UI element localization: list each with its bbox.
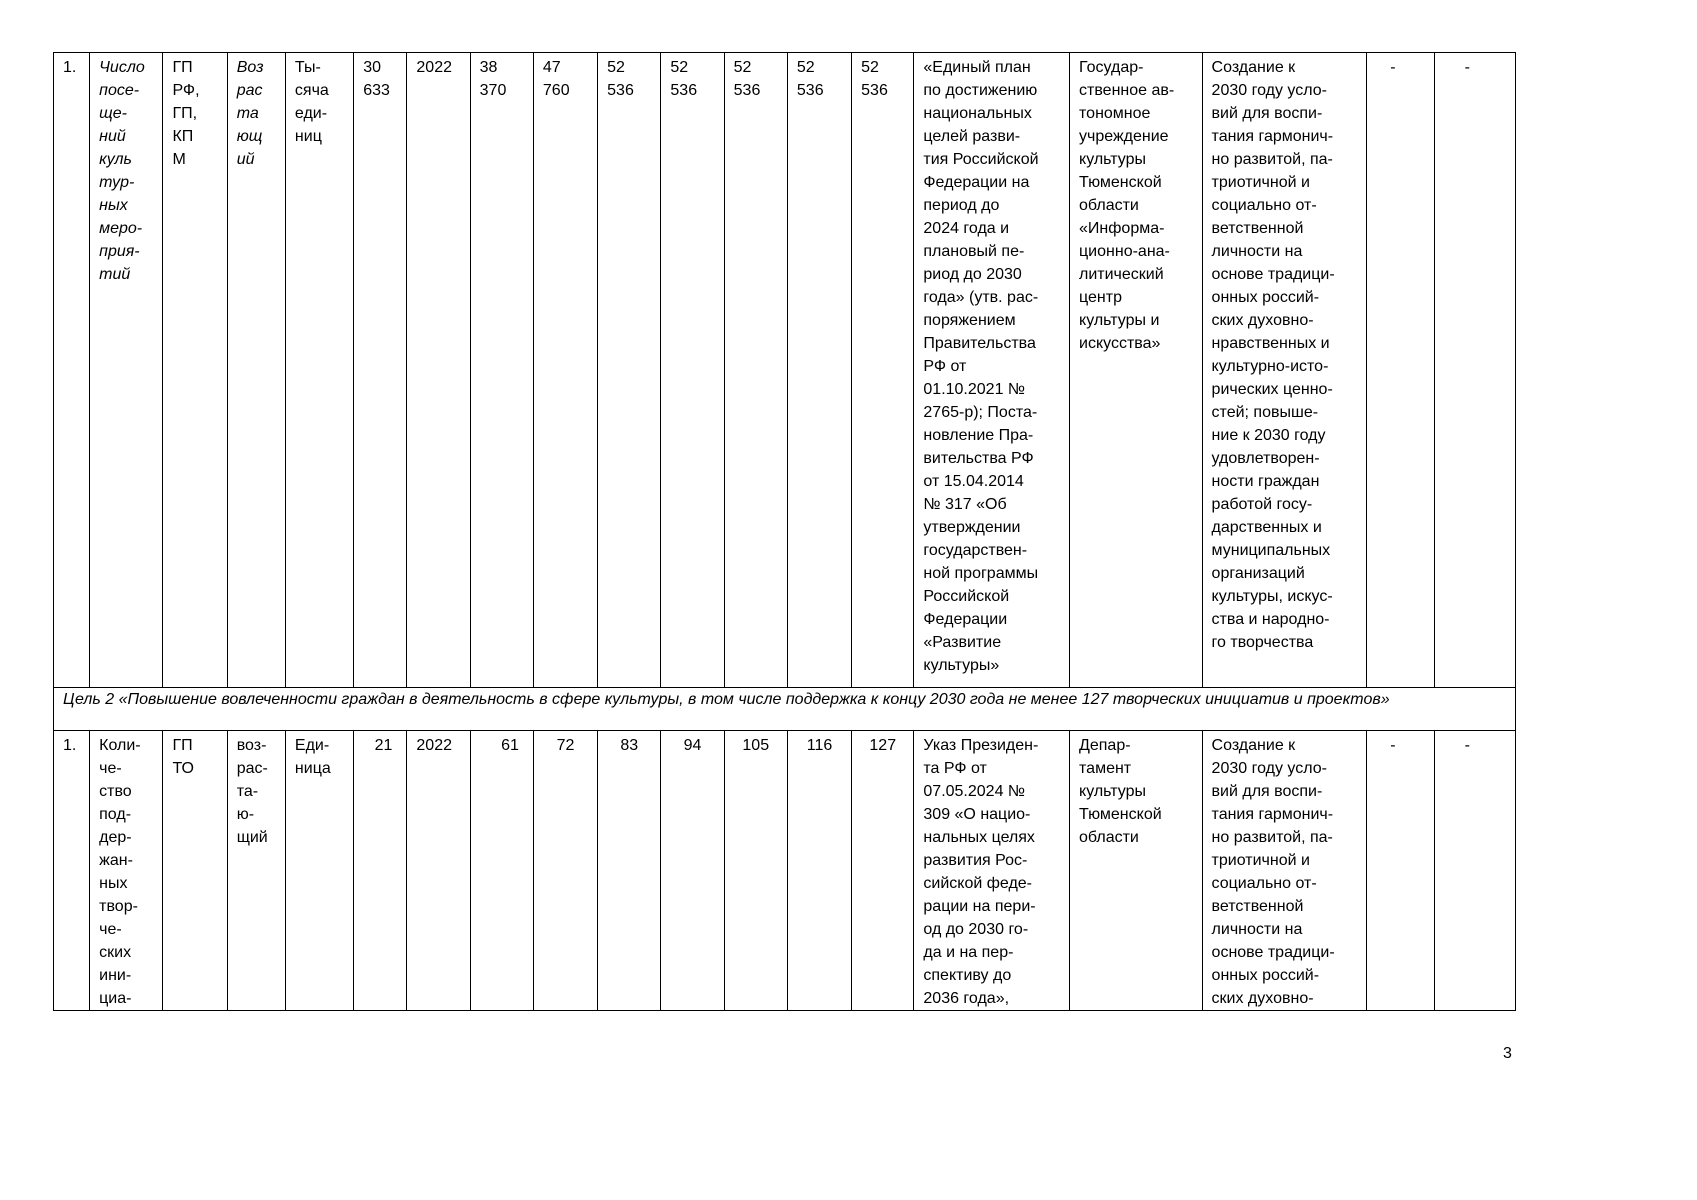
page-number: 3: [1503, 1045, 1512, 1062]
indicator-level: ГП ТО: [163, 731, 227, 1011]
dash-cell: -: [1435, 731, 1516, 1011]
value-cell: 94: [661, 731, 724, 1011]
indicator-level: ГП РФ, ГП, КП М: [163, 53, 227, 688]
indicator-name: Коли- че- ство под- дер- жан- ных твор- че- ских ини- циа-: [90, 731, 163, 1011]
value-cell: 38 370: [470, 53, 533, 688]
row-number: 1.: [54, 53, 90, 688]
dash-cell: -: [1367, 731, 1435, 1011]
responsible-body: Государ- ственное ав- тономное учреждение культуры Тюменской области «Информа- ционно-ана- литический центр культуры и искусства»: [1070, 53, 1203, 688]
dash-cell: -: [1367, 53, 1435, 688]
value-cell: 52 536: [661, 53, 724, 688]
value-cell: 105: [724, 731, 787, 1011]
value-cell: 72: [533, 731, 597, 1011]
regulatory-document: «Единый план по достижению национальных целей разви- тия Российской Федерации на период до 2024 года и плановый пе- риод до 2030 года» (утв. рас- поряжением Правительства РФ от 01.10.2021 № 2765-р); Поста- новление Пра- вительства РФ от 15.04.2014 № 317 «Об утверждении государствен- ной программы Российской Федерации «Развитие культуры»: [914, 53, 1070, 688]
regulatory-document: Указ Президен- та РФ от 07.05.2024 № 309 «О нацио- нальных целях развития Рос- сийской феде- рации на пери- од до 2030 го- да и на пер- спективу до 2036 года»,: [914, 731, 1070, 1011]
goal-connection: Создание к 2030 году усло- вий для воспи- тания гармонич- но развитой, па- триотичной и социально от- ветственной личности на основе традици- онных россий- ских духовно-: [1202, 731, 1367, 1011]
indicators-table: [53, 52, 1516, 1011]
value-cell: 47 760: [533, 53, 597, 688]
unit-of-measure: Еди- ница: [285, 731, 353, 1011]
row-number: 1.: [54, 731, 90, 1011]
value-cell: 52 536: [852, 53, 914, 688]
base-value: 21: [354, 731, 407, 1011]
value-cell: 61: [470, 731, 533, 1011]
base-year: 2022: [407, 53, 470, 688]
value-cell: 52 536: [724, 53, 787, 688]
indicator-trend: Воз рас та ющ ий: [227, 53, 285, 688]
value-cell: 83: [598, 731, 661, 1011]
goal-connection: Создание к 2030 году усло- вий для воспи- тания гармонич- но развитой, па- триотичной и социально от- ветственной личности на основе традици- онных россий- ских духовно- нравственных и культурно-исто- рических ценно- стей; повыше- ние к 2030 году удовлетворен- ности граждан работой госу- дарственных и муниципальных организаций культуры, искус- ства и народно- го творчества: [1202, 53, 1367, 688]
table-row: [54, 731, 1516, 1011]
base-year: 2022: [407, 731, 470, 1011]
value-cell: 116: [787, 731, 851, 1011]
value-cell: 127: [852, 731, 914, 1011]
value-cell: 52 536: [598, 53, 661, 688]
indicator-name: Число посе- ще- ний куль тур- ных меро- прия- тий: [90, 53, 163, 688]
table-row: [54, 53, 1516, 688]
dash-cell: -: [1435, 53, 1516, 688]
responsible-body: Депар- тамент культуры Тюменской области: [1070, 731, 1203, 1011]
unit-of-measure: Ты- сяча еди- ниц: [285, 53, 353, 688]
indicator-trend: воз- рас- та- ю- щий: [227, 731, 285, 1011]
value-cell: 52 536: [787, 53, 851, 688]
goal-2-heading: Цель 2 «Повышение вовлеченности граждан в деятельность в сфере культуры, в том числе поддержка к концу 2030 года не менее 127 творческих инициатив и проектов»: [54, 688, 1516, 731]
base-value: 30 633: [354, 53, 407, 688]
goal-heading-row: [54, 688, 1516, 731]
